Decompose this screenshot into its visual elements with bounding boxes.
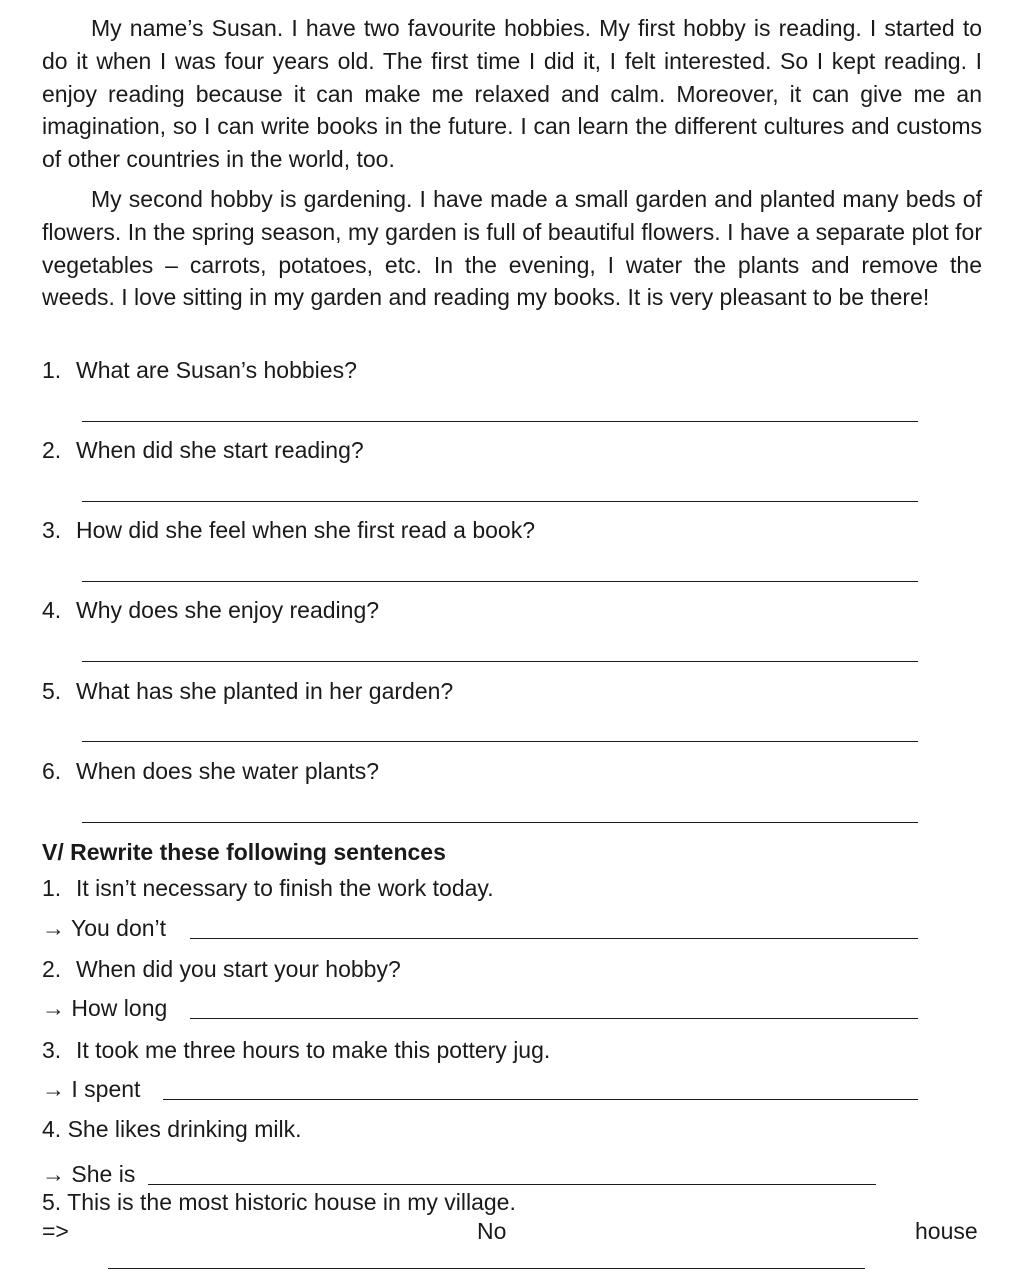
rewrite-sentence: It took me three hours to make this pottery jug. (76, 1037, 551, 1063)
reading-paragraph-2: My second hobby is gardening. I have made a small garden and planted many beds of flowers. In the spring season, my garden is full of beautiful flowers. I have a separate plot for vegetables – carrots, potatoes, etc. In the evening, I water the plants and remove the weeds. I love sitting in my garden and reading my books. It is very pleasant to be there! (42, 186, 982, 311)
rewrite-number: 3. (42, 1037, 62, 1063)
question-number: 3. (42, 517, 62, 543)
question-number: 2. (42, 437, 62, 463)
rewrite-sentence: It isn’t necessary to finish the work today. (76, 875, 494, 901)
rewrite-prompt-3: → I spent (42, 1076, 141, 1102)
rewrite-number: 1. (42, 875, 62, 901)
answer-line-2[interactable] (82, 501, 918, 502)
rewrite-prompt-2: → How long (42, 995, 168, 1021)
answer-line-1[interactable] (82, 421, 918, 422)
rewrite-prompt-1: → You don’t (42, 915, 167, 941)
answer-line-5[interactable] (82, 741, 918, 742)
rewrite-number: 4. (42, 1116, 62, 1142)
rewrite-answer-line-1[interactable] (190, 938, 918, 939)
rewrite-item-3 (42, 1036, 550, 1064)
rewrite-prompt-4: → She is (42, 1161, 136, 1187)
rewrite-sentence: She likes drinking milk. (67, 1116, 302, 1142)
question-text: When did she start reading? (76, 437, 364, 463)
rewrite-word-house: house (915, 1218, 978, 1244)
reading-paragraph-1: My name’s Susan. I have two favourite hobbies. My first hobby is reading. I started to do it when I was four years old. The first time I did it, I felt interested. So I kept reading. I enjoy reading because it can make me relaxed and calm. Moreover, it can give me an imagination, so I can write books in the future. I can learn the different cultures and customs of other countries in the world, too. (42, 15, 982, 173)
question-number: 5. (42, 678, 62, 704)
rewrite-prompt-5: => (42, 1218, 69, 1244)
question-2 (42, 436, 364, 464)
rewrite-sentence: This is the most historic house in my village. (67, 1189, 516, 1215)
rewrite-number: 5. (42, 1189, 62, 1215)
rewrite-item-2 (42, 955, 401, 983)
rewrite-item-1 (42, 874, 494, 902)
question-4 (42, 596, 379, 624)
question-text: When does she water plants? (76, 758, 380, 784)
rewrite-number: 2. (42, 956, 62, 982)
question-text: What has she planted in her garden? (76, 678, 454, 704)
question-1 (42, 356, 357, 384)
rewrite-sentence: When did you start your hobby? (76, 956, 401, 982)
question-text: What are Susan’s hobbies? (76, 357, 357, 383)
rewrite-answer-line-3[interactable] (163, 1099, 918, 1100)
section-heading-rewrite: V/ Rewrite these following sentences (42, 839, 446, 865)
question-number: 6. (42, 758, 62, 784)
rewrite-answer-line-2[interactable] (190, 1018, 918, 1019)
question-text: How did she feel when she first read a book? (76, 517, 535, 543)
rewrite-item-5 (42, 1188, 516, 1216)
rewrite-word-no: No (477, 1218, 507, 1244)
question-number: 4. (42, 597, 62, 623)
answer-line-3[interactable] (82, 581, 918, 582)
question-number: 1. (42, 357, 62, 383)
question-5 (42, 677, 453, 705)
rewrite-item-4 (42, 1115, 302, 1143)
answer-line-6[interactable] (82, 822, 918, 823)
question-text: Why does she enjoy reading? (76, 597, 380, 623)
answer-line-4[interactable] (82, 661, 918, 662)
question-3 (42, 516, 535, 544)
rewrite-answer-line-5[interactable] (108, 1268, 865, 1269)
rewrite-answer-line-4[interactable] (148, 1184, 876, 1185)
question-6 (42, 757, 379, 785)
